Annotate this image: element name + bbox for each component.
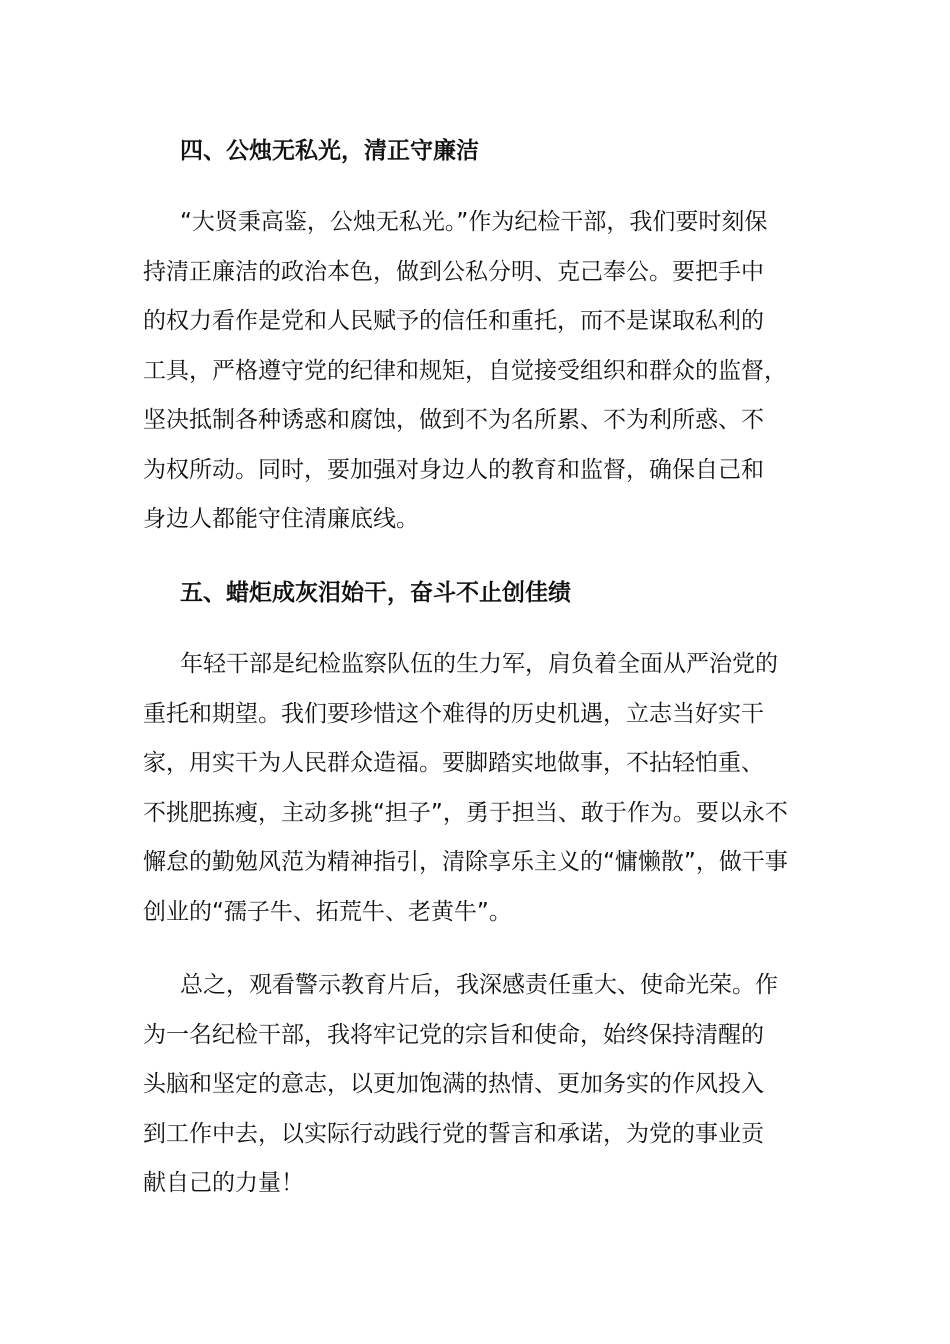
paragraph-line: 头脑和坚定的意志，以更加饱满的热情、更加务实的作风投入 bbox=[143, 1071, 764, 1097]
paragraph-line: 创业的“孺子牛、拓荒牛、老黄牛”。 bbox=[143, 898, 512, 925]
section-5-paragraph bbox=[143, 640, 823, 937]
paragraph-line: 身边人都能守住清廉底线。 bbox=[143, 506, 419, 532]
paragraph-line: 重托和期望。我们要珍惜这个难得的历史机遇，立志当好实干 bbox=[143, 700, 764, 727]
section-4-paragraph bbox=[143, 198, 823, 545]
paragraph-line: 为权所动。同时，要加强对身边人的教育和监督，确保自己和 bbox=[143, 456, 764, 483]
section-5-heading: 五、蜡炬成灰泪始干，奋斗不止创佳绩 bbox=[180, 580, 571, 606]
section-4-heading: 四、公烛无私光，清正守廉洁 bbox=[180, 138, 479, 164]
paragraph-line: 献自己的力量！ bbox=[143, 1170, 304, 1196]
paragraph-line: 的权力看作是党和人民赋予的信任和重托，而不是谋取私利的 bbox=[143, 308, 764, 334]
paragraph-line: 总之，观看警示教育片后，我深感责任重大、使命光荣。作 bbox=[180, 972, 778, 998]
paragraph-line: 坚决抵制各种诱惑和腐蚀，做到不为名所累、不为利所惑、不 bbox=[143, 407, 764, 433]
paragraph-line: “大贤秉高鉴，公烛无私光。”作为纪检干部，我们要时刻保 bbox=[180, 209, 768, 235]
conclusion-paragraph bbox=[143, 961, 823, 1209]
paragraph-line: 工具，严格遵守党的纪律和规矩，自觉接受组织和群众的监督， bbox=[143, 357, 787, 384]
paragraph-line: 年轻干部是纪检监察队伍的生力军，肩负着全面从严治党的 bbox=[180, 651, 778, 677]
paragraph-line: 为一名纪检干部，我将牢记党的宗旨和使命，始终保持清醒的 bbox=[143, 1021, 764, 1048]
paragraph-line: 不挑肥拣瘦，主动多挑“担子”，勇于担当、敢于作为。要以永不 bbox=[143, 799, 788, 826]
paragraph-line: 家，用实干为人民群众造福。要脚踏实地做事，不拈轻怕重、 bbox=[143, 750, 764, 776]
paragraph-line: 到工作中去，以实际行动践行党的誓言和承诺，为党的事业贡 bbox=[143, 1120, 764, 1147]
paragraph-line: 持清正廉洁的政治本色，做到公私分明、克己奉公。要把手中 bbox=[143, 258, 764, 285]
paragraph-line: 懈怠的勤勉风范为精神指引，清除享乐主义的“慵懒散”，做干事 bbox=[143, 849, 788, 875]
